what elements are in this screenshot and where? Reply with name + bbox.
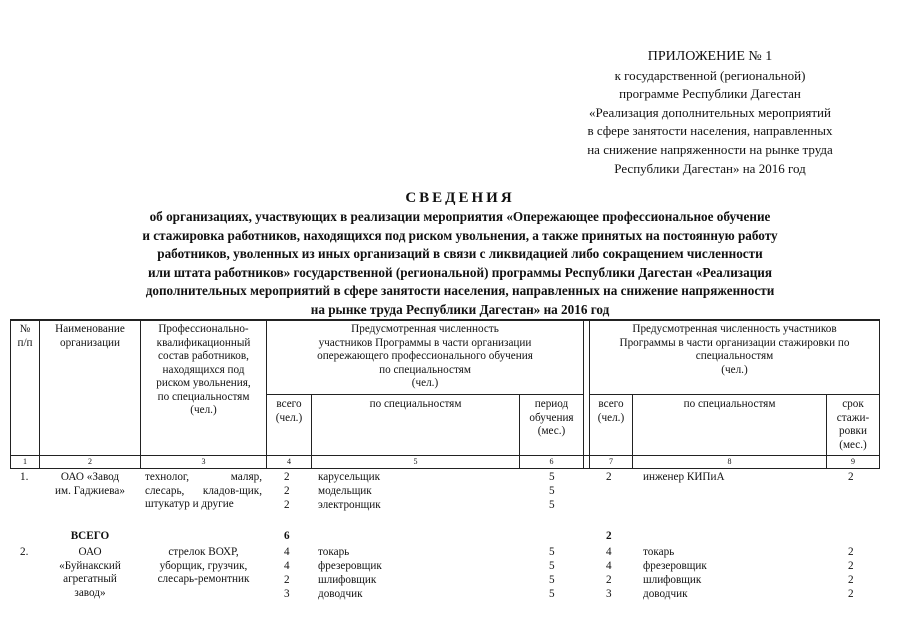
staff-composition: технолог, маляр, слесарь, кладов-щик, штукатур и другие	[145, 471, 262, 510]
column-number: 8	[727, 457, 732, 466]
internship-term: 2	[848, 546, 854, 558]
subtitle-line: об организациях, участвующих в реализации мероприятия «Опережающее профессиональное обучение	[149, 209, 771, 224]
header-num: № п/п	[17, 323, 33, 349]
internship-count: 4	[606, 560, 612, 572]
col-divider	[583, 319, 584, 469]
training-count: 4	[284, 560, 290, 572]
training-period: 5	[549, 574, 555, 586]
internship-specialty: фрезеровщик	[643, 560, 707, 572]
internship-count: 2	[606, 574, 612, 586]
appendix-line: в сфере занятости населения, направленных	[587, 123, 833, 139]
training-count: 4	[284, 546, 290, 558]
column-number: 1	[23, 457, 27, 466]
header-by-specialty: по специальностям	[369, 398, 462, 410]
internship-term: 2	[848, 574, 854, 586]
training-specialty: карусельщик	[318, 471, 381, 483]
internship-specialty: инженер КИПиА	[643, 471, 725, 483]
internship-count: 4	[606, 546, 612, 558]
subtitle-line: и стажировка работников, находящихся под риском увольнения, а также принятых на постоянную работу	[142, 227, 778, 243]
training-period: 5	[549, 471, 555, 483]
training-count: 2	[284, 499, 290, 511]
training-count: 2	[284, 574, 290, 586]
header-internship-group: Предусмотренная численность участников Программы в части организации стажировки по специальностям (чел.)	[619, 323, 850, 376]
column-number: 9	[851, 457, 855, 466]
training-count: 2	[284, 471, 290, 483]
column-number: 7	[609, 457, 613, 466]
training-period: 5	[549, 588, 555, 600]
column-number: 4	[287, 457, 291, 466]
column-number: 5	[413, 457, 418, 466]
subtitle-line: дополнительных мероприятий в сфере занятости населения, направленных на снижение напряженности	[145, 283, 775, 298]
document-title: СВЕДЕНИЯ	[405, 190, 515, 206]
subtitle-line: или штата работников» государственной (региональной) программы Республики Дагестан «Реализация	[147, 264, 773, 280]
training-count: 3	[284, 588, 290, 600]
training-specialty: токарь	[318, 546, 350, 558]
row-number: 1.	[20, 471, 29, 483]
header-total-internship: всего (чел.)	[597, 398, 625, 424]
total-label: ВСЕГО	[70, 530, 110, 542]
internship-term: 2	[848, 588, 854, 600]
training-specialty: модельщик	[318, 485, 372, 497]
training-specialty: доводчик	[318, 588, 363, 600]
subtitle-line: работников, уволенных из иных организаций в связи с ликвидацией либо сокращением численности	[157, 246, 763, 261]
training-period: 5	[549, 560, 555, 572]
training-specialty: фрезеровщик	[318, 560, 382, 572]
header-organization: Наименование организации	[55, 323, 125, 349]
internship-specialty: токарь	[643, 546, 675, 558]
staff-composition: стрелок ВОХР, уборщик, грузчик, слесарь-ремонтник	[157, 546, 250, 585]
border-right	[879, 319, 880, 469]
header-staff-composition: Профессионально- квалификационный состав работников, находящихся под риском увольнения, по специальностям (чел.)	[156, 323, 251, 416]
column-number: 3	[201, 457, 206, 466]
training-period: 5	[549, 485, 555, 497]
appendix-line: на снижение напряженности на рынке труда	[587, 141, 833, 157]
organization-name: ОАО «Завод им. Гаджиева»	[55, 471, 125, 497]
internship-term: 2	[848, 560, 854, 572]
header-total: всего (чел.)	[275, 398, 303, 424]
internship-count: 3	[606, 588, 612, 600]
header-internship-term: срок стажи- ровки (мес.)	[836, 398, 870, 451]
training-specialty: шлифовщик	[318, 574, 377, 586]
subheader-rule-left	[266, 394, 583, 395]
training-total: 6	[284, 530, 290, 542]
internship-total: 2	[606, 530, 612, 542]
header-training-group: Предусмотренная численность участников Программы в части организации опережающего профессионального обучения по специальностям (чел.)	[317, 323, 533, 389]
header-training-period: период обучения (мес.)	[529, 398, 574, 437]
row-number: 2.	[20, 546, 29, 558]
internship-specialty: доводчик	[643, 588, 688, 600]
appendix-line: «Реализация дополнительных мероприятий	[589, 104, 831, 120]
internship-specialty: шлифовщик	[643, 574, 702, 586]
training-period: 5	[549, 499, 555, 511]
appendix-line: Республики Дагестан» на 2016 год	[614, 160, 806, 176]
header-by-specialty-internship: по специальностям	[683, 398, 776, 410]
internship-count: 2	[606, 471, 612, 483]
organization-name: ОАО «Буйнакский агрегатный завод»	[59, 546, 121, 599]
internship-term: 2	[848, 471, 854, 483]
training-period: 5	[549, 546, 555, 558]
appendix-line: ПРИЛОЖЕНИЕ № 1	[647, 49, 773, 64]
training-count: 2	[284, 485, 290, 497]
column-number: 2	[88, 457, 92, 466]
appendix-line: программе Республики Дагестан	[619, 86, 801, 102]
subtitle-line: на рынке труда Республики Дагестан» на 2016 год	[310, 301, 610, 317]
appendix-line: к государственной (региональной)	[614, 67, 806, 83]
column-number: 6	[549, 457, 554, 466]
training-specialty: электронщик	[318, 499, 381, 511]
